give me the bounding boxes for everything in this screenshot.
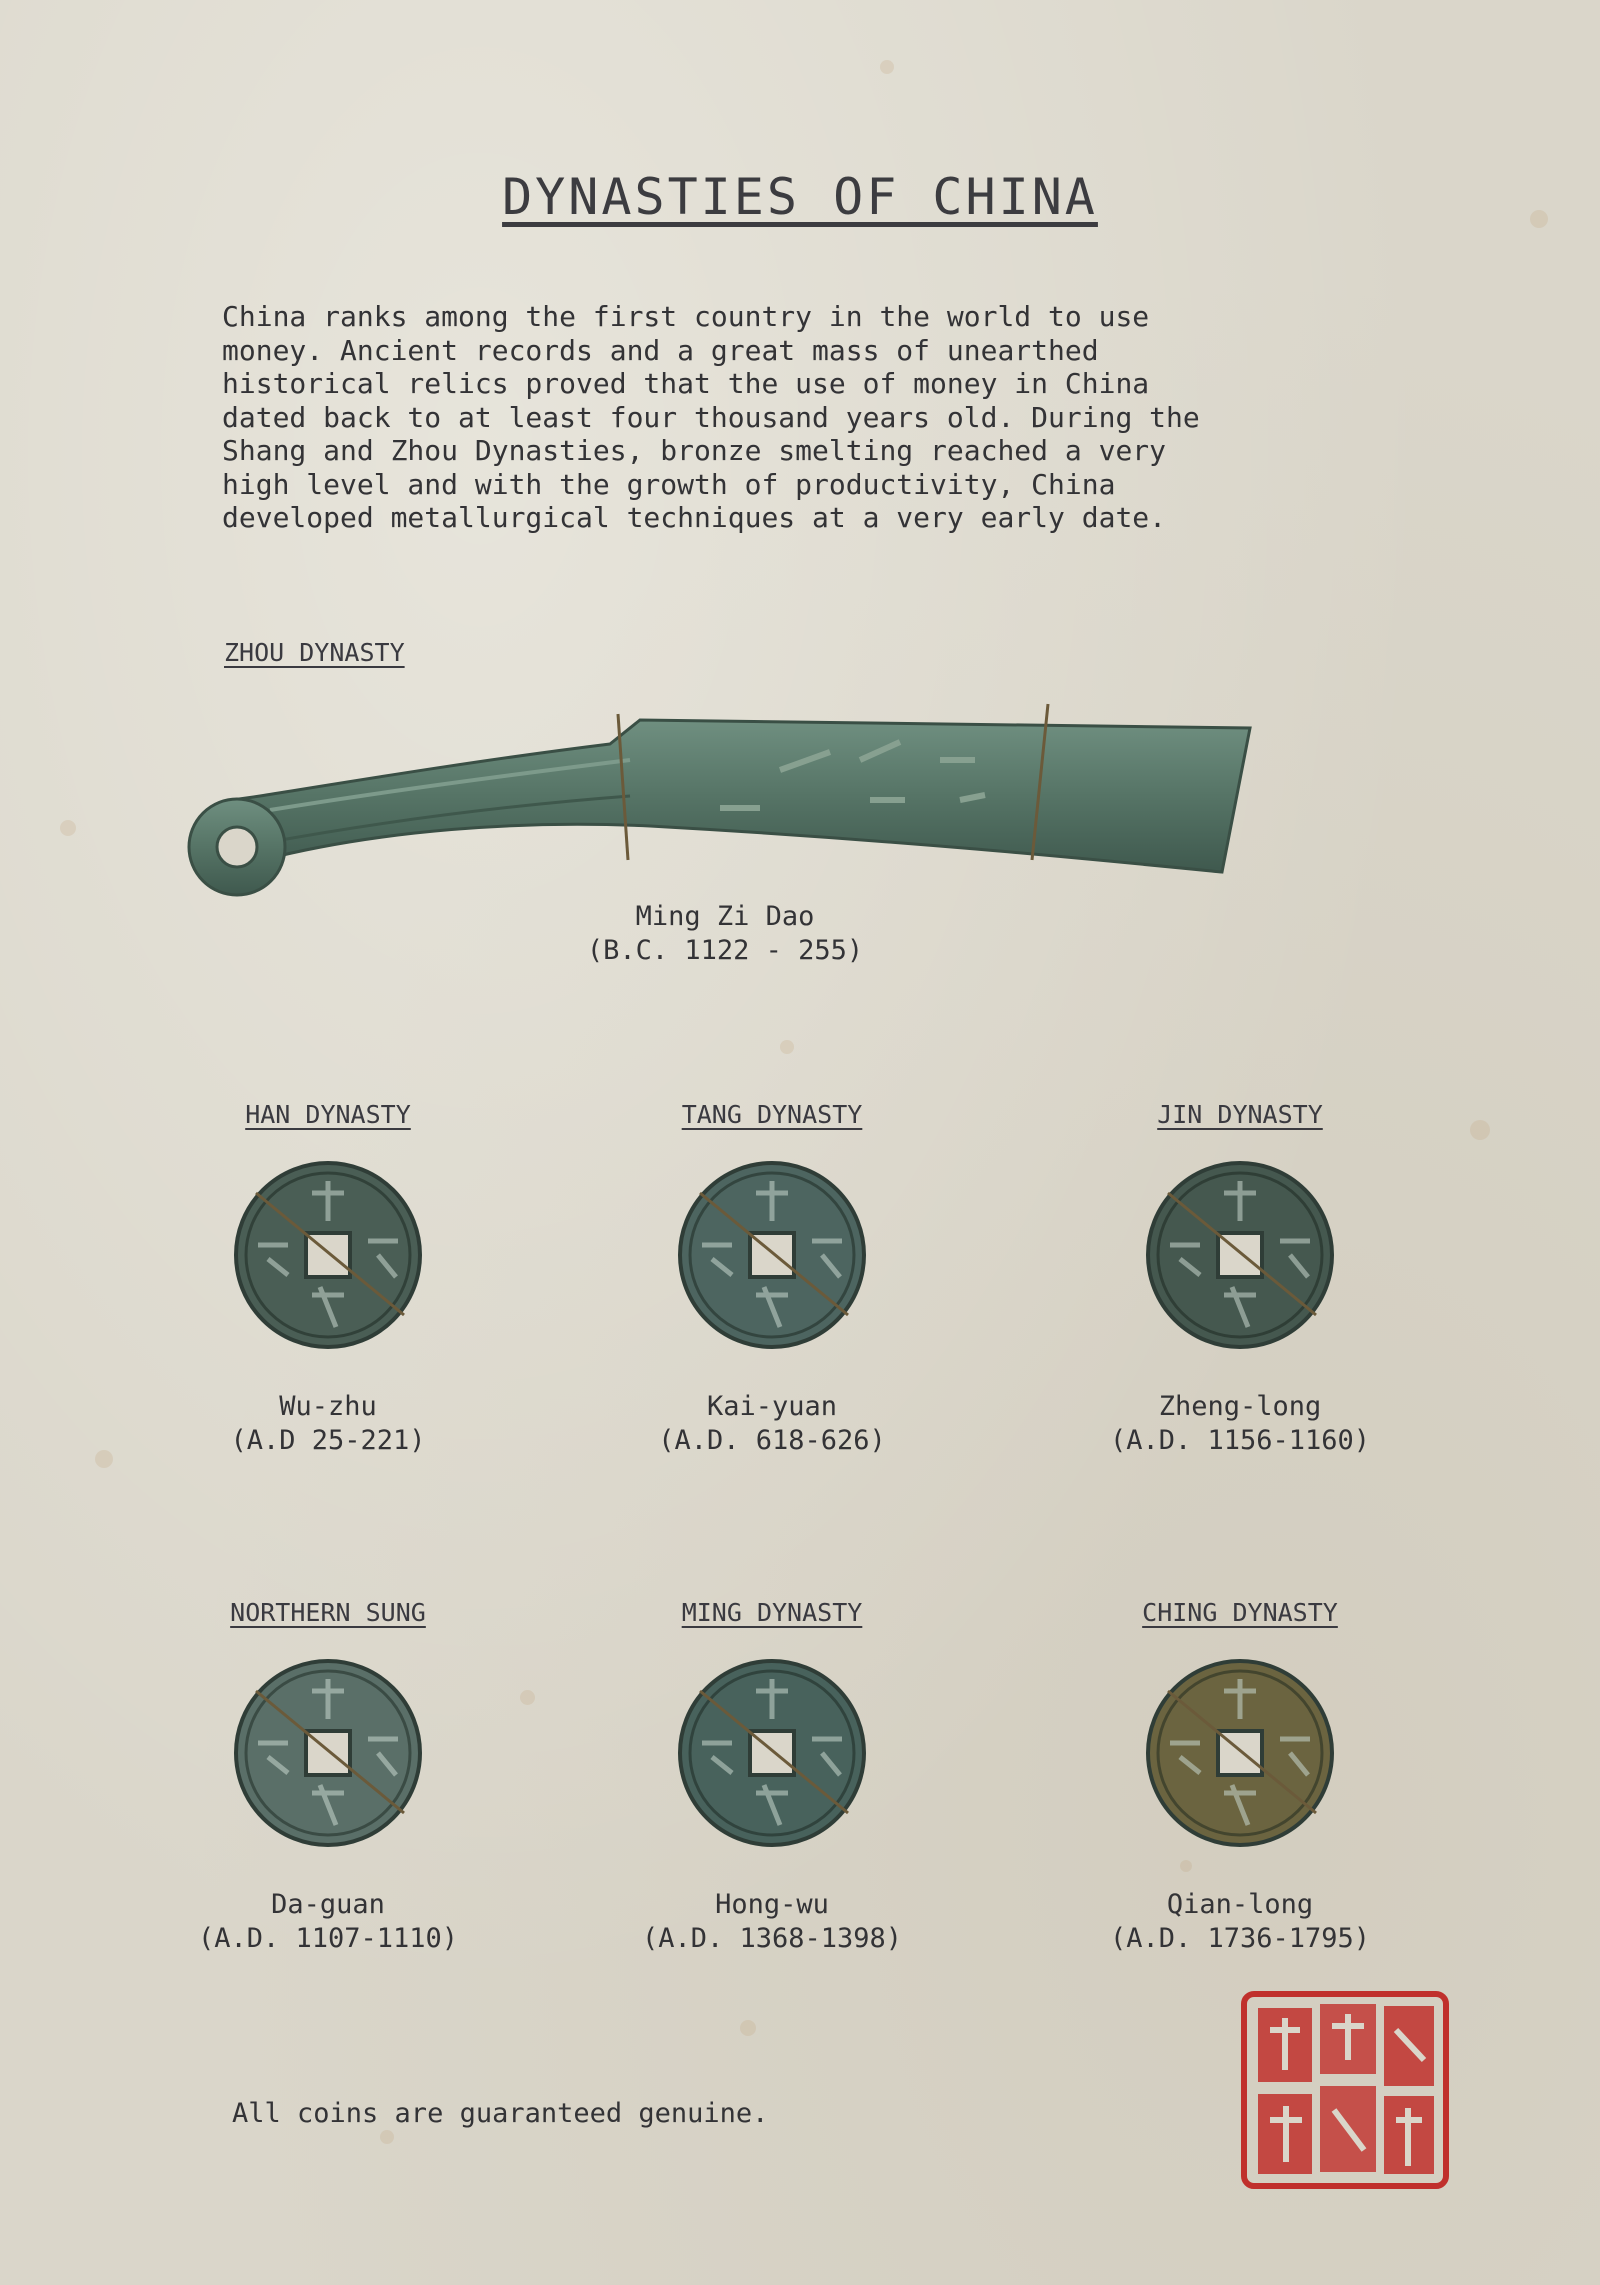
coin-name: Wu-zhu xyxy=(279,1391,377,1422)
coin-caption xyxy=(1070,1390,1410,1458)
coin-image xyxy=(1140,1653,1340,1853)
coin-name: Qian-long xyxy=(1166,1889,1314,1920)
zhou-coin-name: Ming Zi Dao xyxy=(635,901,815,932)
guarantee-note: All coins are guaranteed genuine. xyxy=(232,2098,769,2129)
coin-dates: (A.D. 1736-1795) xyxy=(1109,1923,1371,1954)
coin-heading: MING DYNASTY xyxy=(681,1598,863,1627)
coin-caption xyxy=(602,1888,942,1956)
zhou-coin-dates: (B.C. 1122 - 255) xyxy=(586,935,864,966)
coin-image xyxy=(228,1653,428,1853)
coin-heading: JIN DYNASTY xyxy=(1157,1100,1323,1129)
coin-name: Kai-yuan xyxy=(706,1391,838,1422)
coin-heading: HAN DYNASTY xyxy=(245,1100,411,1129)
coin-caption xyxy=(1070,1888,1410,1956)
coin-caption xyxy=(158,1888,498,1956)
coin-image xyxy=(672,1653,872,1853)
coin-image xyxy=(672,1155,872,1355)
coin-caption xyxy=(158,1390,498,1458)
red-seal-stamp xyxy=(1240,1990,1450,2190)
coin-name: Da-guan xyxy=(271,1889,385,1920)
zhou-heading: ZHOU DYNASTY xyxy=(224,638,405,667)
coin-dates: (A.D. 1107-1110) xyxy=(197,1923,459,1954)
coin-heading: CHING DYNASTY xyxy=(1142,1598,1338,1627)
coin-heading: NORTHERN SUNG xyxy=(230,1598,426,1627)
coin-image xyxy=(1140,1155,1340,1355)
coin-dates: (A.D 25-221) xyxy=(230,1425,426,1456)
coin-heading: TANG DYNASTY xyxy=(681,1100,863,1129)
knife-money-image xyxy=(0,0,1600,960)
coin-image xyxy=(228,1155,428,1355)
coin-dates: (A.D. 618-626) xyxy=(658,1425,886,1456)
coin-caption xyxy=(602,1390,942,1458)
zhou-caption xyxy=(560,900,890,968)
coin-dates: (A.D. 1368-1398) xyxy=(641,1923,903,1954)
coin-name: Zheng-long xyxy=(1158,1391,1322,1422)
coin-dates: (A.D. 1156-1160) xyxy=(1109,1425,1371,1456)
intro-paragraph: China ranks among the first country in the world to use money. Ancient records and a great mass of unearthed historical relics proved that the use of money in China dated back to at least four thousand years old. During the Shang and Zhou Dynasties, bronze smelting reached a very high level and with the growth of productivity, China developed metallurgical techniques at a very early date. xyxy=(222,300,1200,534)
page-title: DYNASTIES OF CHINA xyxy=(502,168,1098,226)
coin-name: Hong-wu xyxy=(715,1889,829,1920)
